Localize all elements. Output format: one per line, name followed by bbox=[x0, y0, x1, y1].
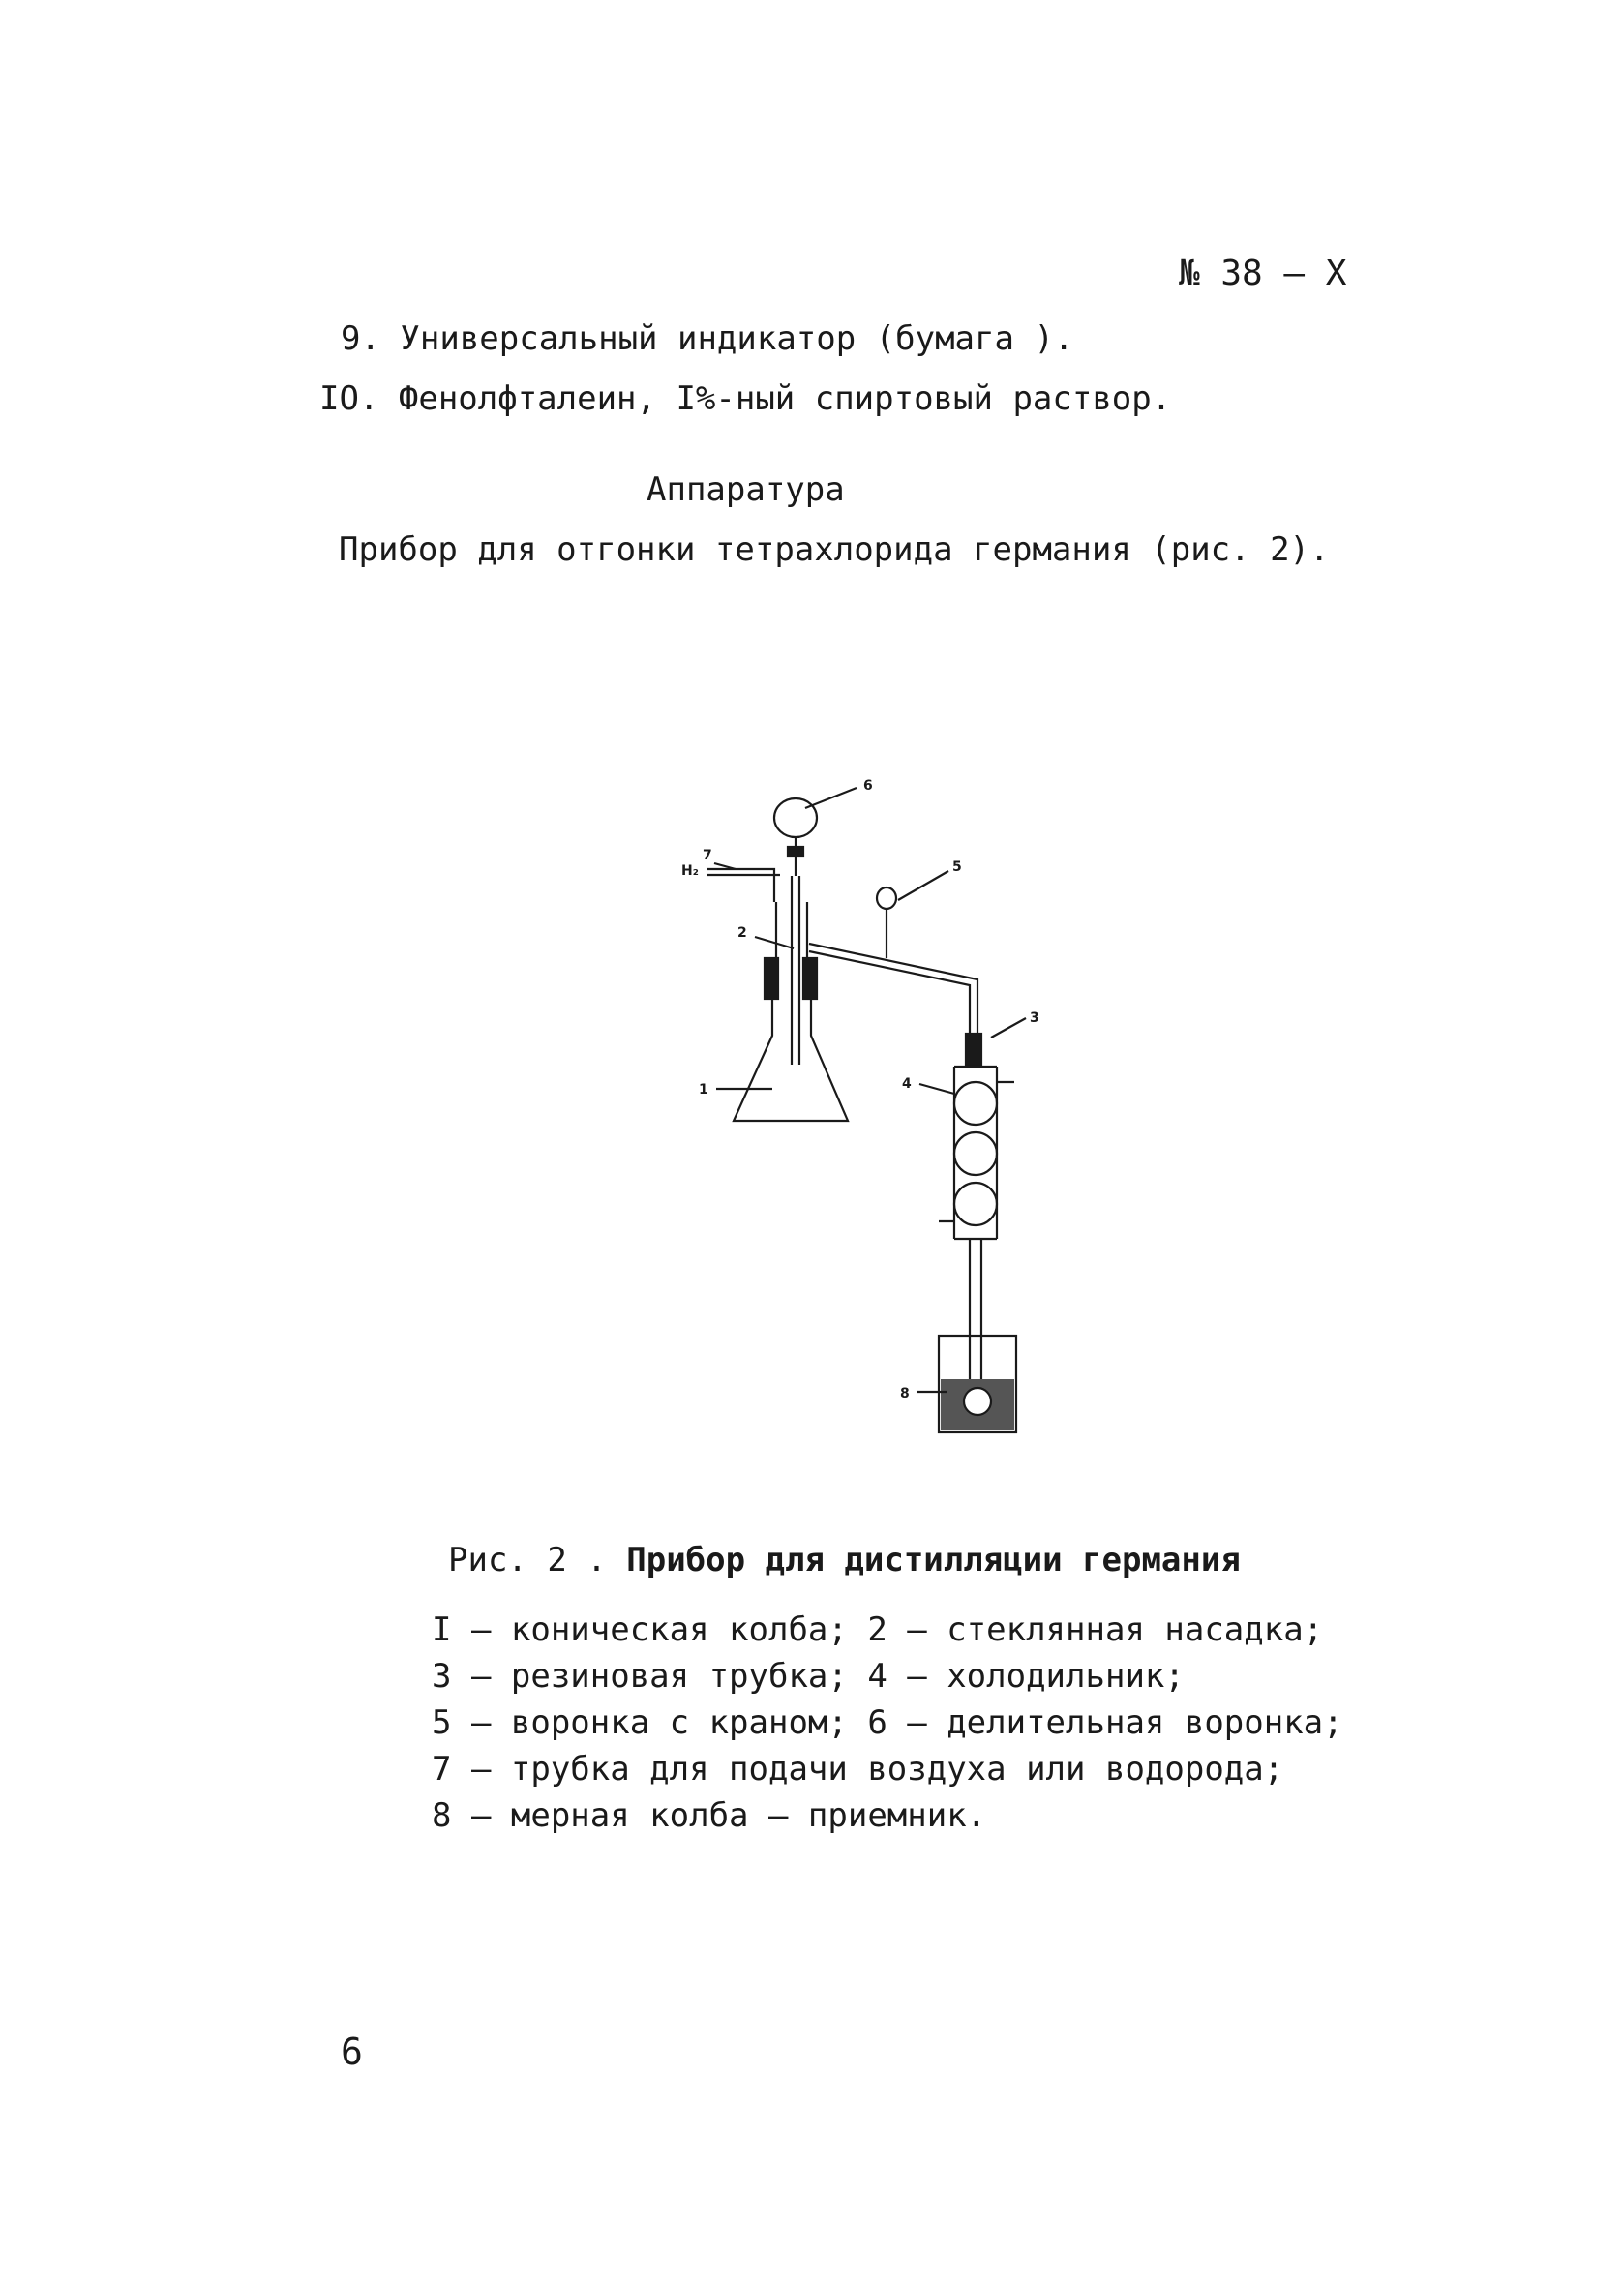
distillation-apparatus-figure bbox=[658, 774, 1065, 1452]
outlet-tube bbox=[970, 1239, 981, 1403]
condenser bbox=[954, 1067, 997, 1239]
figure-label-4: 4 bbox=[902, 1076, 912, 1092]
flask-neck-clamp-right bbox=[803, 958, 817, 999]
rubber-tube bbox=[966, 1034, 981, 1067]
apparatus-description: Прибор для отгонки тетрахлорида германия (рис. 2). bbox=[339, 530, 1330, 569]
page-number: 6 bbox=[341, 2030, 363, 2073]
gas-inlet-tube bbox=[707, 869, 780, 902]
legend-line: 3 – резиновая трубка; 4 – холодильник; bbox=[432, 1657, 1185, 1696]
funnel-with-tap bbox=[877, 887, 896, 909]
figure-label-5: 5 bbox=[952, 859, 962, 875]
section-heading: Аппаратура bbox=[647, 470, 845, 509]
figure-caption-prefix: Рис. 2 . bbox=[448, 1541, 607, 1579]
figure-label-h2: H₂ bbox=[681, 863, 699, 879]
figure-label-8: 8 bbox=[900, 1386, 910, 1401]
legend-line: I – коническая колба; 2 – стеклянная насадка; bbox=[432, 1610, 1324, 1649]
separatory-funnel bbox=[774, 798, 817, 837]
reagent-item-10: IO. Фенолфталеин, I%-ный спиртовый раствор. bbox=[319, 379, 1172, 418]
reagent-item-9: 9. Универсальный индикатор (бумага ). bbox=[341, 319, 1074, 358]
figure-label-2: 2 bbox=[737, 925, 747, 941]
side-arm-tube bbox=[809, 944, 977, 1034]
figure-label-7: 7 bbox=[703, 848, 712, 863]
legend-line: 7 – трубка для подачи воздуха или водорода; bbox=[432, 1750, 1284, 1789]
legend-line: 5 – воронка с краном; 6 – делительная воронка; bbox=[432, 1703, 1343, 1742]
figure-caption-title: Прибор для дистилляции германия bbox=[626, 1541, 1241, 1579]
figure-label-6: 6 bbox=[863, 778, 873, 794]
legend-line: 8 – мерная колба – приемник. bbox=[432, 1796, 987, 1835]
figure-label-1: 1 bbox=[699, 1082, 708, 1098]
figure-label-3: 3 bbox=[1030, 1010, 1039, 1026]
document-number: № 38 – Х bbox=[1179, 254, 1347, 293]
figure-caption bbox=[448, 1541, 1241, 1579]
